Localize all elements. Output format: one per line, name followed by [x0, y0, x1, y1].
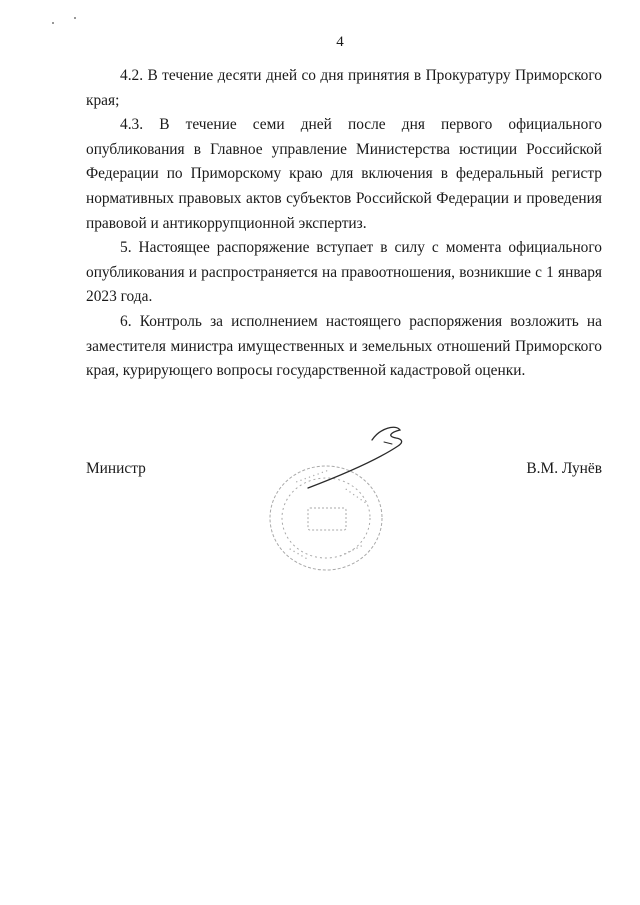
svg-text:• • • • • •: • • • • • • [342, 486, 368, 507]
scan-speck [74, 17, 76, 19]
paragraph-6: 6. Контроль за исполнением настоящего распоряжения возложить на заместителя министра имущественных и земельных отношений Приморского края, курирующего вопросы государственной кадастровой оценки. [86, 312, 602, 380]
svg-text:• • • • • •: • • • • • • [338, 543, 365, 560]
paragraph-4-2: 4.2. В течение десяти дней со дня принятия в Прокуратуру Приморского края; [86, 67, 602, 109]
document-body [86, 64, 602, 384]
paragraph-5: 5. Настоящее распоряжение вступает в силу с момента официального опубликования и распространяется на правоотношения, возникшие с 1 января 2023 года. [86, 239, 602, 306]
scan-speck [52, 22, 54, 24]
paragraph-4-3: 4.3. В течение семи дней после дня первого официального опубликования в Главное управление Министерства юстиции Российской Федерации по Приморскому краю для включения в федеральный регистр нормативных правовых актов субъектов Российской Федерации и проведения правовой и антикоррупционной экспертиз. [86, 116, 602, 232]
signatory-title: Министр [86, 460, 146, 477]
page-number: 4 [336, 34, 344, 50]
signature-block [86, 460, 602, 484]
signatory-name: В.М. Лунёв [526, 460, 602, 477]
svg-text:• • • • •: • • • • • [287, 546, 309, 563]
svg-text:• • • • • • • •: • • • • • • • • [294, 468, 330, 486]
